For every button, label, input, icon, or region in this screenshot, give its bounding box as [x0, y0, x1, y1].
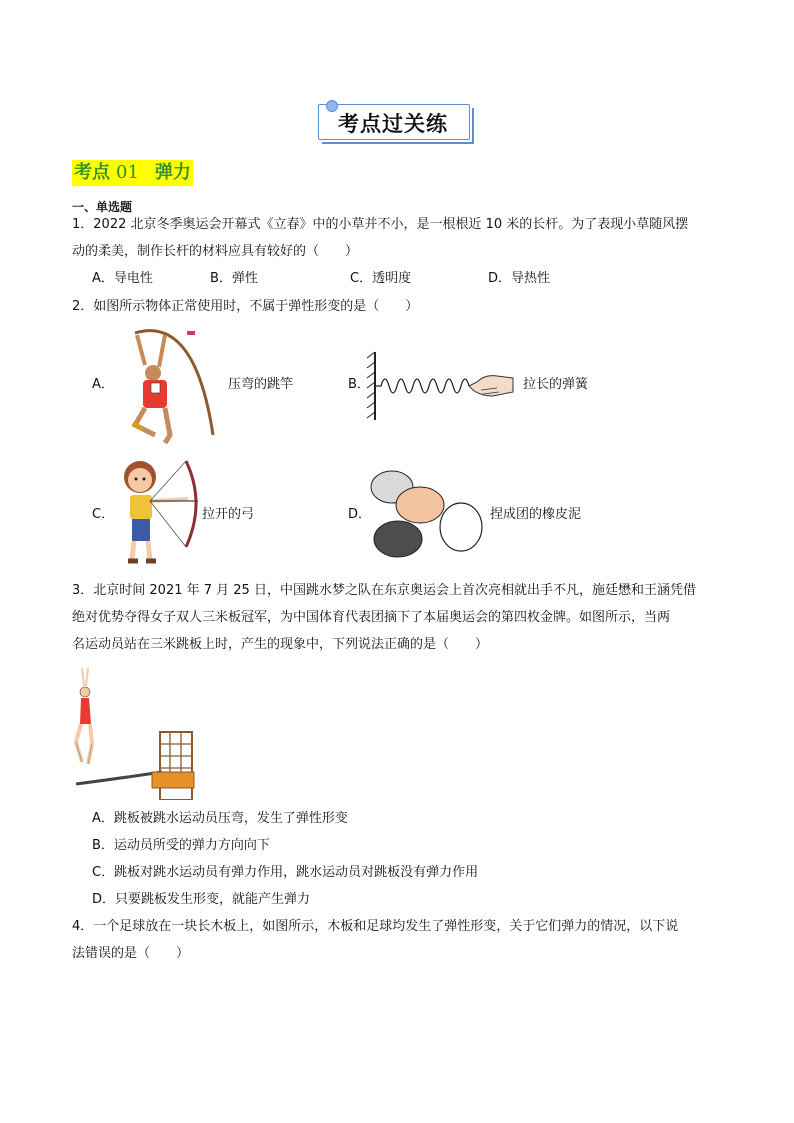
q4-stem-line1: 4．一个足球放在一块长木板上，如图所示，木板和足球均发生了弹性形变，关于它们弹力的情况，以下说: [72, 919, 679, 934]
q3-stem-line2: 绝对优势夺得女子双人三米板冠军，为中国体育代表团摘下了本届奥运会的第四枚金牌。如图所示，当两: [72, 610, 671, 625]
q1-option-c[interactable]: C．透明度: [350, 271, 412, 286]
clay-blobs-image: [368, 465, 486, 561]
page-title: 考点过关练: [338, 112, 448, 136]
spring-stretch-image: [365, 350, 515, 422]
q4-stem-line2: 法错误的是（ ）: [72, 946, 190, 961]
q3-option-c[interactable]: C．跳板对跳水运动员有弹力作用，跳水运动员对跳板没有弹力作用: [92, 865, 479, 880]
q2-option-c-letter[interactable]: C．: [92, 507, 115, 522]
q3-option-d[interactable]: D．只要跳板发生形变，就能产生弹力: [92, 892, 311, 907]
q1-stem-line2: 动的柔美，制作长杆的材料应具有较好的（ ）: [72, 244, 359, 259]
diving-board-image: [72, 664, 197, 800]
q2-option-b-label: 拉长的弹簧: [523, 377, 589, 392]
q1-option-b[interactable]: B．弹性: [210, 271, 258, 286]
q2-option-d-label: 捏成团的橡皮泥: [490, 507, 582, 522]
section-name: 弹力: [154, 162, 191, 183]
archer-girl-image: [110, 455, 202, 567]
q3-option-b[interactable]: B．运动员所受的弹力方向向下: [92, 838, 270, 853]
part-label: 一、单选题: [72, 200, 133, 214]
q3-stem-line3: 名运动员站在三米跳板上时，产生的现象中，下列说法正确的是（ ）: [72, 637, 489, 652]
section-heading: [72, 160, 193, 186]
q2-option-a-letter[interactable]: A．: [92, 377, 114, 392]
q1-stem-line1: 1．2022 北京冬季奥运会开幕式《立春》中的小草并不小，是一根根近 10 米的长杆。为了表现小草随风摆: [72, 217, 689, 232]
q2-option-b-letter[interactable]: B．: [348, 377, 370, 392]
section-number: 01: [116, 162, 139, 183]
section-label: 考点: [74, 162, 110, 183]
q2-option-c-label: 拉开的弓: [202, 507, 255, 522]
pole-vaulter-image: [125, 325, 225, 445]
q2-option-a-label: 压弯的跳竿: [228, 377, 294, 392]
q1-option-d[interactable]: D．导热性: [488, 271, 551, 286]
q2-stem: 2．如图所示物体正常使用时，不属于弹性形变的是（ ）: [72, 299, 419, 314]
q1-option-a[interactable]: A．导电性: [92, 271, 153, 286]
q2-option-d-letter[interactable]: D．: [348, 507, 372, 522]
title-banner: [318, 104, 472, 142]
q3-option-a[interactable]: A．跳板被跳水运动员压弯，发生了弹性形变: [92, 811, 348, 826]
q3-stem-line1: 3．北京时间 2021 年 7 月 25 日，中国跳水梦之队在东京奥运会上首次亮相就出手不凡，施廷懋和王涵凭借: [72, 583, 696, 598]
